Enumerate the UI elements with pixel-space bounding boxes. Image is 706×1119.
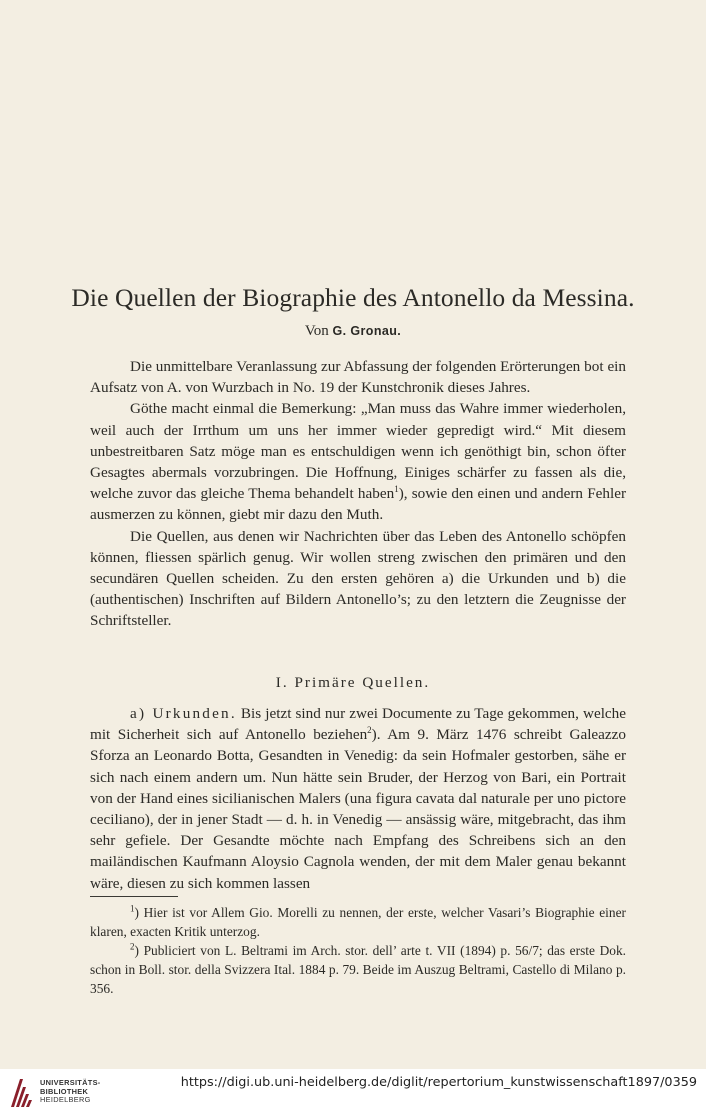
section-heading: I. Primäre Quellen. [275, 674, 431, 691]
library-logo-icon [8, 1076, 34, 1110]
footnote-1-text: ) Hier ist vor Allem Gio. Morelli zu nennen, der erste, welcher Vasari’s Biographie einer klaren, exacten Kritik unterzog. [90, 905, 626, 939]
footnote-ref-2: 2 [367, 725, 372, 736]
logo-line-2: BIBLIOTHEK [40, 1086, 89, 1096]
footnote-2-text: ) Publiciert von L. Beltrami im Arch. stor. dell’ arte t. VII (1894) p. 56/7; das erste Dok. schon in Boll. stor. della Svizzera Ital. 1884 p. 79. Beide im Auszug Beltrami, Castello di Milano p. 356. [90, 943, 626, 996]
paragraph-4 [90, 703, 626, 894]
paragraph-3-text: Die Quellen, aus denen wir Nachrichten über das Leben des Antonello schöpfen können, fliessen spärlich genug. Wir wollen streng zwischen den primären und den secundären Quellen scheiden. Zu den ersten gehören a) die Urkunden und b) die (authentischen) Inschriften auf Bildern Antonello’s; zu den letztern die Zeugnisse der Schriftsteller. [90, 527, 626, 630]
paragraph-4-text-b: ). Am 9. März 1476 schreibt Galeazzo Sforza an Leonardo Botta, Gesandten in Venedig: da sein Hofmaler gestorben, sähe er sich nach einem andern um. Nun hätte sein Bruder, der Herzog von Bari, ein Portrait von der Hand eines sicilianischen Malers (una figura cavata dal naturale per uno pictore ceciliano), der in jener Stadt — d. h. in Venedig — ansässig wäre, mitgebracht, das ihm sehr gefiele. Der Gesandte möchte nach Empfang des Schreibens sich an den mailändischen Kaufmann Aloysio Cagnola wenden, der mit dem Maler genau bekannt wäre, diesen zu sich kommen lassen [90, 726, 626, 892]
logo-line-3: HEIDELBERG [40, 1095, 91, 1105]
author-line [0, 323, 706, 340]
footnote-divider [90, 896, 178, 897]
paragraph-1-text: Die unmittelbare Veranlassung zur Abfassung der folgenden Erörterungen bot ein Aufsatz von A. von Wurzbach in No. 19 der Kunstchronik dieses Jahres. [90, 358, 626, 397]
article-title: Die Quellen der Biographie des Antonello da Messina. [71, 283, 635, 312]
footnote-1 [90, 903, 626, 941]
paragraph-2-text-b: ), sowie den einen und andern Fehler ausmerzen zu können, giebt mir dazu den Muth. [90, 485, 626, 524]
paragraph-1 [90, 356, 626, 398]
section-text [90, 703, 626, 894]
paragraph-2-text-a: Göthe macht einmal die Bemerkung: „Man muss das Wahre immer wiederholen, weil auch der Irrthum um uns her immer wieder gepredigt wird.“ Mit diesem unbestreitbaren Satz möge man es entschuldigen wenn ich genöthigt bin, schon öfter Gesagtes abermals vorzubringen. Die Hoffnung, Einiges schärfer zu fassen als die, welche zuvor das gleiche Thema behandelt haben [90, 400, 626, 503]
footnote-2 [90, 941, 626, 998]
author-prefix: Von [304, 323, 329, 339]
intro-text [90, 356, 626, 632]
footnote-ref-1: 1 [394, 484, 399, 495]
logo-line-1: UNIVERSITÄTS- [40, 1078, 101, 1087]
section-label: a) Urkunden. [130, 705, 237, 722]
source-url-link[interactable]: https://digi.ub.uni-heidelberg.de/diglit/repertorium_kunstwissenschaft1897/0359 [180, 1075, 697, 1090]
footnote-1-mark: 1 [130, 903, 135, 914]
footnotes [90, 903, 626, 998]
paragraph-2 [90, 398, 626, 525]
footnote-2-mark: 2 [130, 941, 135, 952]
author-name: G. Gronau. [332, 324, 402, 338]
library-logo-text [40, 1079, 101, 1105]
paragraph-3 [90, 526, 626, 632]
paragraph-4-text-a: Bis jetzt sind nur zwei Documente zu Tage gekommen, welche mit Sicherheit sich auf Antonello beziehen [90, 705, 626, 744]
